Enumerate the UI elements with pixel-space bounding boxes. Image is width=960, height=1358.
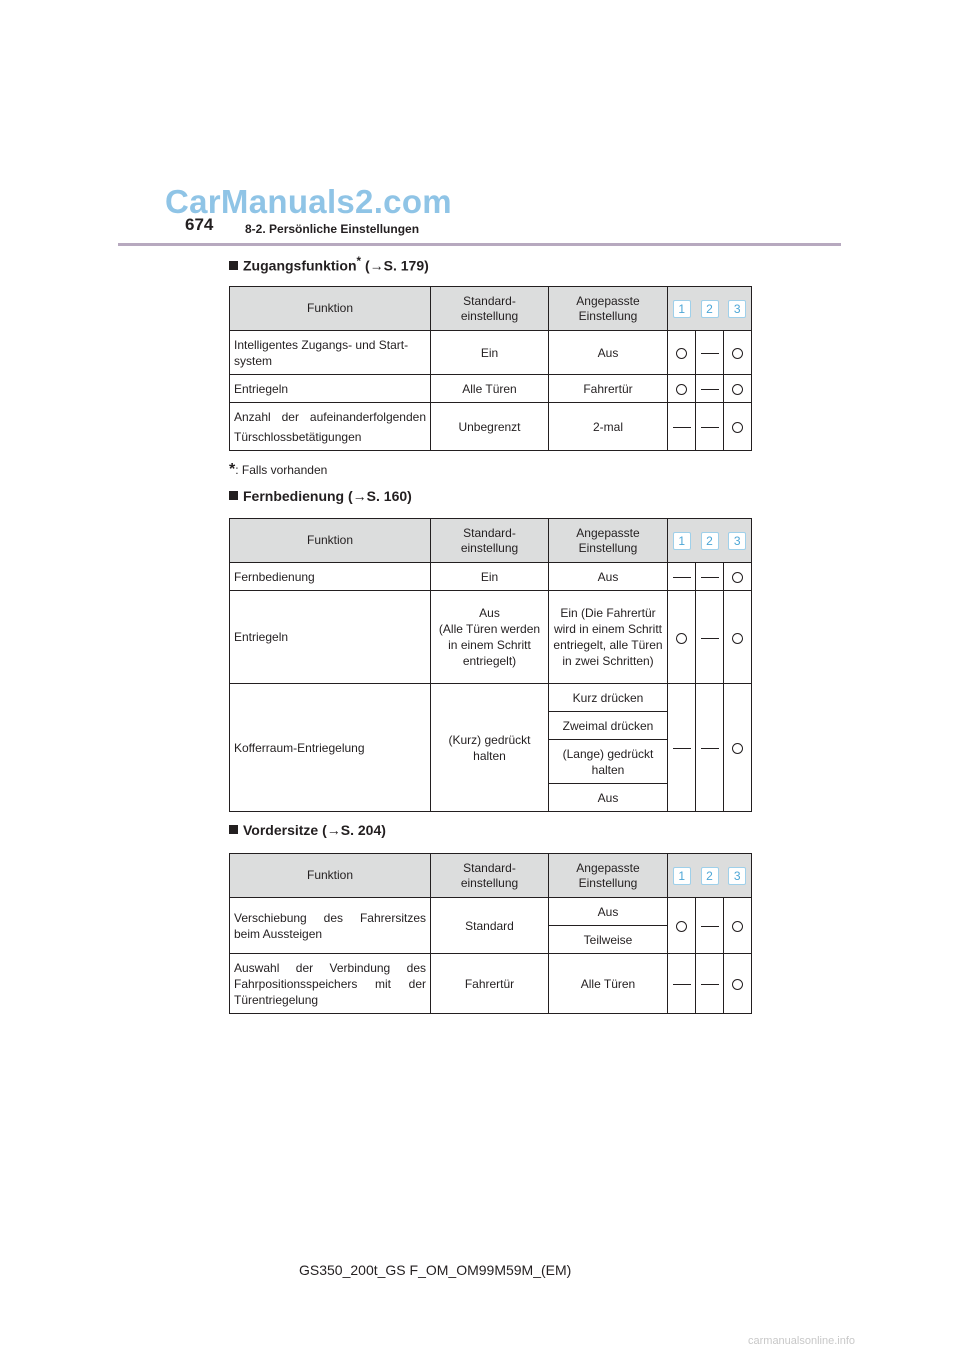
table-row — [230, 954, 752, 1014]
watermark-logo: CarManuals2.com — [165, 183, 452, 220]
circle-icon — [732, 743, 743, 754]
cell-funktion: Entriegeln — [230, 375, 431, 403]
cell-mark-2 — [696, 684, 724, 812]
cell-standard: Ein — [431, 563, 549, 591]
cell-standard: Standard — [431, 898, 549, 954]
cell-mark-3 — [724, 375, 752, 403]
cell-mark-1 — [668, 684, 696, 812]
table-row — [230, 684, 752, 712]
col-header-2: 2 — [696, 519, 724, 563]
heading-vordersitze: Vordersitze (→S. 204) — [229, 822, 386, 838]
cell-funktion: Kofferraum-Entriegelung — [230, 684, 431, 812]
dash-icon — [701, 926, 719, 927]
cell-mark-2 — [696, 954, 724, 1014]
col-header-funktion: Funktion — [230, 854, 431, 898]
table-row — [230, 375, 752, 403]
cell-angepasst: Alle Türen — [549, 954, 668, 1014]
circle-icon — [676, 633, 687, 644]
col-header-3: 3 — [724, 854, 752, 898]
circle-icon — [732, 422, 743, 433]
circle-icon — [732, 384, 743, 395]
col-header-standard: Standard- einstellung — [431, 854, 549, 898]
table-vordersitze — [229, 853, 752, 1014]
dash-icon — [673, 427, 691, 428]
cell-angepasst-option: Aus — [549, 898, 668, 926]
dash-icon — [701, 427, 719, 428]
circle-icon — [676, 921, 687, 932]
col-header-1: 1 — [668, 854, 696, 898]
dash-icon — [701, 389, 719, 390]
square-bullet-icon — [229, 491, 238, 500]
table-row — [230, 591, 752, 684]
col-header-2: 2 — [696, 287, 724, 331]
dash-icon — [701, 638, 719, 639]
cell-angepasst: Ein (Die Fahrertür wird in einem Schritt entriegelt, alle Türen in zwei Schritten) — [549, 591, 668, 684]
table-row — [230, 898, 752, 926]
cell-standard: Ein — [431, 331, 549, 375]
dash-icon — [673, 984, 691, 985]
cell-mark-3 — [724, 684, 752, 812]
col-header-standard: Standard- einstellung — [431, 519, 549, 563]
table-zugangsfunktion — [229, 286, 752, 451]
col-header-funktion: Funktion — [230, 287, 431, 331]
col-header-1: 1 — [668, 519, 696, 563]
cell-mark-2 — [696, 375, 724, 403]
cell-standard: (Kurz) gedrückt halten — [431, 684, 549, 812]
dash-icon — [701, 984, 719, 985]
cell-angepasst: 2-mal — [549, 403, 668, 451]
dash-icon — [701, 748, 719, 749]
cell-angepasst-option: Zweimal drücken — [549, 712, 668, 740]
cell-funktion: Entriegeln — [230, 591, 431, 684]
cell-standard: Aus (Alle Türen werden in einem Schritt entriegelt) — [431, 591, 549, 684]
cell-funktion: Auswahl der Verbindung des Fahrpositionsspeichers mit der Türentriegelung — [230, 954, 431, 1014]
cell-mark-2 — [696, 591, 724, 684]
cell-mark-3 — [724, 591, 752, 684]
cell-mark-3 — [724, 954, 752, 1014]
col-header-2: 2 — [696, 854, 724, 898]
cell-mark-1 — [668, 331, 696, 375]
col-header-standard: Standard- einstellung — [431, 287, 549, 331]
cell-mark-1 — [668, 954, 696, 1014]
table-row — [230, 563, 752, 591]
dash-icon — [673, 577, 691, 578]
footnote: *: Falls vorhanden — [229, 461, 328, 478]
circle-icon — [676, 348, 687, 359]
cell-mark-1 — [668, 403, 696, 451]
col-header-angepasst: Angepasste Einstellung — [549, 287, 668, 331]
col-header-angepasst: Angepasste Einstellung — [549, 854, 668, 898]
cell-mark-1 — [668, 375, 696, 403]
circle-icon — [732, 572, 743, 583]
circle-icon — [732, 921, 743, 932]
dash-icon — [673, 748, 691, 749]
circle-icon — [676, 384, 687, 395]
dash-icon — [701, 353, 719, 354]
cell-angepasst: Aus — [549, 563, 668, 591]
cell-mark-3 — [724, 403, 752, 451]
heading-fernbedienung: Fernbedienung (→S. 160) — [229, 488, 412, 504]
cell-angepasst-option: (Lange) gedrückt halten — [549, 740, 668, 784]
circle-icon — [732, 633, 743, 644]
cell-funktion: Anzahl der aufeinanderfolgenden Türschlossbetätigungen — [230, 403, 431, 451]
cell-mark-3 — [724, 898, 752, 954]
cell-mark-3 — [724, 331, 752, 375]
section-title: 8-2. Persönliche Einstellungen — [245, 222, 420, 236]
cell-angepasst: Fahrertür — [549, 375, 668, 403]
cell-mark-1 — [668, 563, 696, 591]
cell-mark-2 — [696, 331, 724, 375]
page-number: 674 — [185, 215, 214, 234]
cell-standard: Unbegrenzt — [431, 403, 549, 451]
col-header-3: 3 — [724, 519, 752, 563]
col-header-funktion: Funktion — [230, 519, 431, 563]
col-header-angepasst: Angepasste Einstellung — [549, 519, 668, 563]
col-header-3: 3 — [724, 287, 752, 331]
cell-mark-2 — [696, 403, 724, 451]
table-row — [230, 403, 752, 451]
document-code: GS350_200t_GS F_OM_OM99M59M_(EM) — [299, 1262, 572, 1278]
cell-funktion: Intelligentes Zugangs- und Start-system — [230, 331, 431, 375]
cell-angepasst-option: Teilweise — [549, 926, 668, 954]
circle-icon — [732, 348, 743, 359]
col-header-1: 1 — [668, 287, 696, 331]
cell-standard: Fahrertür — [431, 954, 549, 1014]
square-bullet-icon — [229, 261, 238, 270]
header-divider — [118, 243, 841, 246]
cell-mark-1 — [668, 591, 696, 684]
circle-icon — [732, 979, 743, 990]
square-bullet-icon — [229, 825, 238, 834]
cell-mark-2 — [696, 563, 724, 591]
dash-icon — [701, 577, 719, 578]
cell-angepasst: Aus — [549, 331, 668, 375]
cell-standard: Alle Türen — [431, 375, 549, 403]
table-row — [230, 331, 752, 375]
cell-funktion: Fernbedienung — [230, 563, 431, 591]
cell-mark-2 — [696, 898, 724, 954]
heading-zugangsfunktion: Zugangsfunktion* (→S. 179) — [229, 255, 429, 274]
cell-angepasst-option: Aus — [549, 784, 668, 812]
cell-mark-3 — [724, 563, 752, 591]
cell-funktion: Verschiebung des Fahrersitzes beim Aussteigen — [230, 898, 431, 954]
cell-angepasst-option: Kurz drücken — [549, 684, 668, 712]
cell-mark-1 — [668, 898, 696, 954]
watermark-footer: carmanualsonline.info — [748, 1335, 856, 1347]
table-fernbedienung — [229, 518, 752, 812]
